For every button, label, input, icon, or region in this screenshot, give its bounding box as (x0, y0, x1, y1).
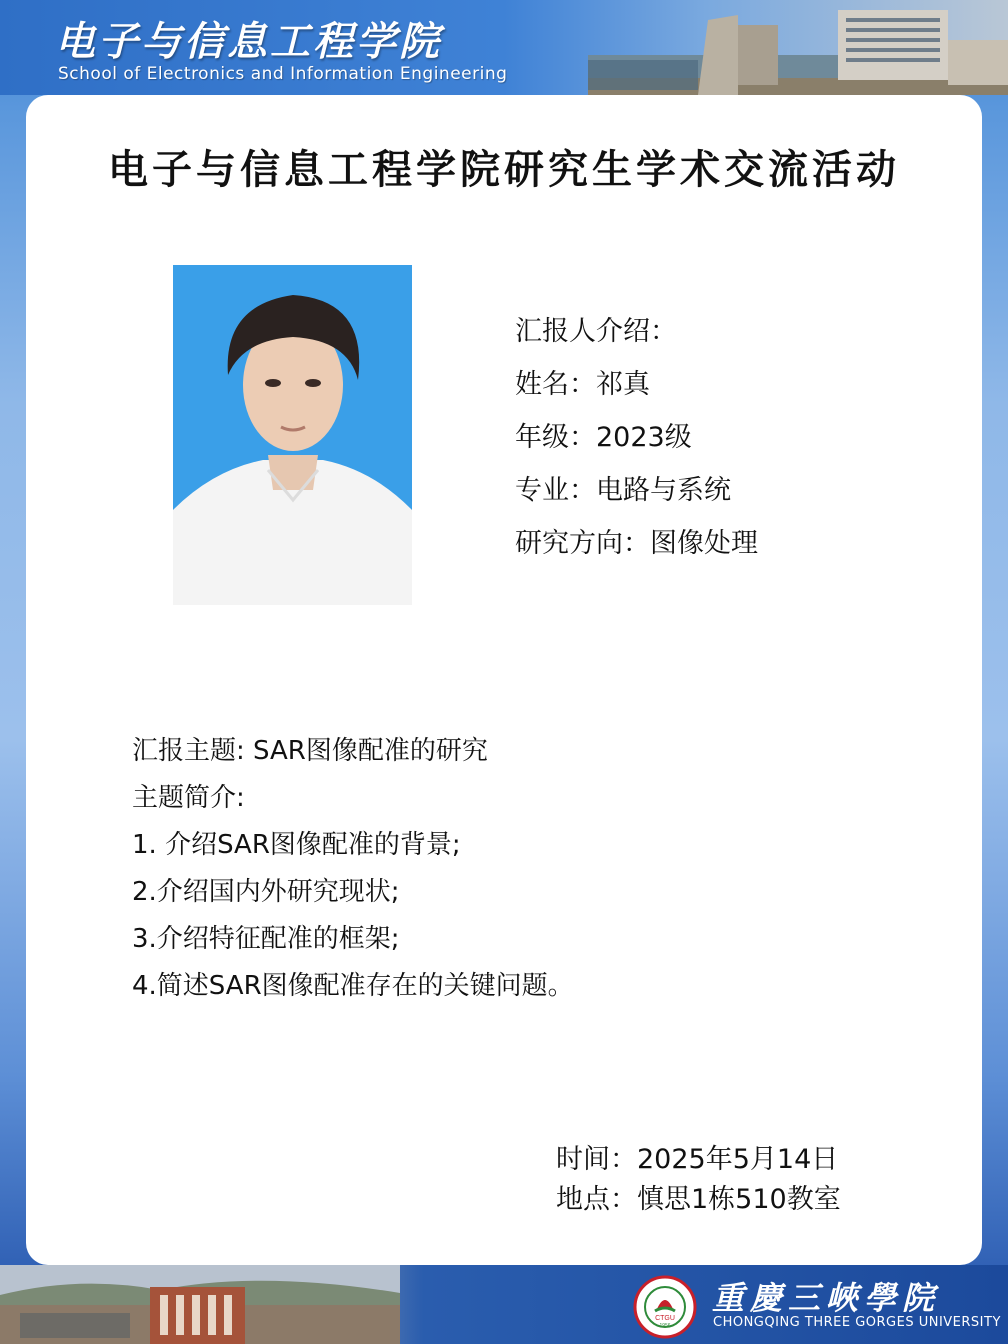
logo-abbr: CTGU (655, 1315, 675, 1322)
schedule-section (556, 1142, 841, 1222)
event-time: 时间：2025年5月14日 (556, 1144, 839, 1175)
university-logo (633, 1275, 697, 1339)
reporter-major: 专业：电路与系统 (515, 475, 731, 506)
footer-campus-image (0, 1265, 400, 1344)
school-name-cn: 电子与信息工程学院 (55, 18, 442, 65)
topic-title: 汇报主题: SAR图像配准的研究 (132, 736, 488, 766)
topic-intro-label: 主题简介: (132, 783, 245, 813)
reporter-photo (173, 265, 412, 605)
topic-item: 1. 介绍SAR图像配准的背景; (132, 830, 461, 860)
person-portrait-image (173, 265, 412, 605)
campus-buildings-image (588, 0, 1008, 95)
university-name-en: CHONGQING THREE GORGES UNIVERSITY (713, 1315, 1001, 1330)
logo-year: 1956 (659, 1323, 671, 1329)
header-banner (0, 0, 1008, 95)
topic-item: 2.介绍国内外研究现状; (132, 877, 400, 907)
content-card (26, 95, 982, 1265)
topic-item: 4.简述SAR图像配准存在的关键问题。 (132, 971, 574, 1001)
topic-section (132, 734, 574, 1016)
reporter-heading: 汇报人介绍： (515, 316, 677, 347)
reporter-direction: 研究方向：图像处理 (515, 528, 758, 559)
page-title: 电子与信息工程学院研究生学术交流活动 (108, 146, 900, 193)
reporter-grade: 年级：2023级 (515, 422, 692, 453)
topic-item: 3.介绍特征配准的框架; (132, 924, 400, 954)
reporter-info (515, 314, 758, 579)
footer-banner (0, 1265, 1008, 1344)
university-emblem-icon (633, 1275, 697, 1339)
event-place: 地点：慎思1栋510教室 (556, 1184, 841, 1215)
school-name-en: School of Electronics and Information Engineering (58, 64, 508, 84)
reporter-name: 姓名：祁真 (515, 369, 650, 400)
university-name-cn: 重慶三峽學院 (712, 1279, 941, 1317)
